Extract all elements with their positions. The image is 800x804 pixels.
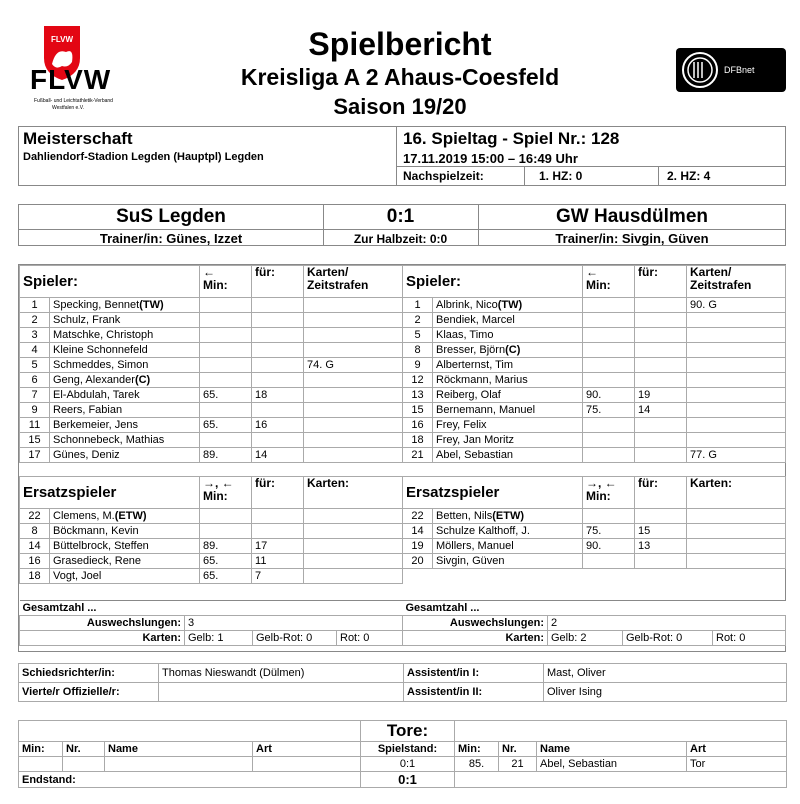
player-row: [20, 373, 403, 388]
sub-minute: 75.: [583, 524, 635, 539]
sub-minute: [583, 298, 635, 313]
sub-for: [252, 509, 304, 524]
sub-for: [635, 448, 687, 463]
away-coach: Trainer/in: Sivgin, Güven: [555, 231, 709, 246]
assistant2-name: Oliver Ising: [547, 686, 603, 698]
player-number: 9: [20, 403, 50, 418]
away-players-table: [402, 265, 786, 463]
sub-for: [252, 524, 304, 539]
sub-minute: [200, 403, 252, 418]
player-row: [403, 388, 786, 403]
player-name: Möllers, Manuel: [436, 540, 514, 552]
assistant1-label: Assistent/in I:: [407, 667, 480, 679]
sub-minute: [583, 433, 635, 448]
goal-scorer-nr: 21: [511, 758, 524, 770]
goal-art-label: Art: [690, 743, 706, 755]
sub-for: [635, 509, 687, 524]
sub-minute: [583, 554, 635, 569]
player-name: Reiberg, Olaf: [436, 389, 501, 401]
players-label: Spieler:: [406, 273, 462, 290]
player-row: [20, 388, 403, 403]
player-number: 5: [403, 328, 433, 343]
datetime: 17.11.2019 15:00 – 16:49 Uhr: [403, 151, 578, 166]
player-number: 6: [20, 373, 50, 388]
player-number: 2: [403, 313, 433, 328]
player-row: [403, 509, 786, 524]
player-row: [20, 539, 403, 554]
player-name: Specking, Bennet: [53, 299, 140, 311]
cards-total-label: Karten:: [505, 632, 544, 644]
card-info: [687, 388, 786, 403]
player-row: [20, 509, 403, 524]
player-number: 18: [403, 433, 433, 448]
sub-minute: [583, 328, 635, 343]
sub-for: [635, 418, 687, 433]
sub-minute: [200, 298, 252, 313]
cards-label: Karten/: [307, 265, 349, 279]
card-info: [687, 554, 786, 569]
sub-for: 14: [252, 448, 304, 463]
player-row: [20, 433, 403, 448]
player-row: [403, 328, 786, 343]
goal-nr-label: Nr.: [66, 743, 81, 755]
card-info: [304, 298, 403, 313]
away-subs-count: 2: [551, 617, 558, 629]
player-name: Betten, Nils: [436, 510, 493, 522]
flvw-sub1: Fußball- und Leichtathletik-Verband: [34, 98, 113, 104]
card-info: 74. G: [304, 358, 403, 373]
home-coach: Trainer/in: Günes, Izzet: [99, 231, 243, 246]
player-row: [20, 358, 403, 373]
sub-for: [635, 343, 687, 358]
player-row: [403, 373, 786, 388]
player-role-tag: (ETW): [114, 510, 147, 522]
sub-minute: [583, 509, 635, 524]
player-row: [403, 524, 786, 539]
sub-minute: 65.: [200, 388, 252, 403]
player-number: 21: [403, 448, 433, 463]
sub-minute: [583, 313, 635, 328]
card-info: [687, 313, 786, 328]
sub-minute: 90.: [583, 539, 635, 554]
subs-count-label: Auswechslungen:: [449, 617, 544, 629]
sub-for: [635, 328, 687, 343]
card-info: [687, 524, 786, 539]
player-number: 18: [20, 569, 50, 584]
card-info: [687, 403, 786, 418]
away-subs-table: [402, 476, 786, 569]
sub-for: [635, 554, 687, 569]
player-row: [403, 403, 786, 418]
card-info: [304, 343, 403, 358]
sub-for: [252, 328, 304, 343]
player-name: Büttelbrock, Steffen: [53, 540, 149, 552]
sub-for: [635, 358, 687, 373]
sub-minute: [583, 418, 635, 433]
player-name: Sivgin, Güven: [436, 555, 505, 567]
arrow-in-out-icon: →, ←: [586, 476, 617, 490]
goal-nr-label: Nr.: [502, 743, 517, 755]
assistant2-label: Assistent/in II:: [407, 686, 483, 698]
min-label: Min:: [203, 489, 228, 503]
card-info: [687, 509, 786, 524]
player-name: Reers, Fabian: [53, 404, 123, 416]
sub-minute: [200, 509, 252, 524]
min-label: Min:: [203, 278, 228, 292]
sub-minute: 65.: [200, 569, 252, 584]
player-row: [403, 343, 786, 358]
player-number: 12: [403, 373, 433, 388]
min-label: Min:: [586, 489, 611, 503]
player-name: Röckmann, Marius: [436, 374, 528, 386]
cards-total-label: Karten:: [142, 632, 181, 644]
home-subs-table: [19, 476, 403, 584]
away-team-name: GW Hausdülmen: [555, 206, 708, 227]
sub-minute: [200, 343, 252, 358]
player-number: 5: [20, 358, 50, 373]
player-row: [20, 343, 403, 358]
goal-art-label: Art: [256, 743, 272, 755]
player-number: 14: [20, 539, 50, 554]
sub-for: [252, 433, 304, 448]
player-number: 19: [403, 539, 433, 554]
arrow-out-icon: ←: [203, 265, 215, 279]
cards-only-label: Karten:: [690, 476, 733, 490]
fourth-official-label: Vierte/r Offizielle/r:: [22, 686, 120, 698]
goal-scorer-name: Abel, Sebastian: [540, 758, 618, 770]
home-red: Rot: 0: [340, 632, 370, 644]
card-info: [304, 403, 403, 418]
player-number: 1: [20, 298, 50, 313]
home-subs-count: 3: [188, 617, 195, 629]
player-number: 1: [403, 298, 433, 313]
sub-minute: 89.: [200, 448, 252, 463]
player-row: [20, 569, 403, 584]
player-number: 15: [20, 433, 50, 448]
player-row: [20, 403, 403, 418]
subs-label: Ersatzspieler: [23, 484, 117, 501]
sub-for: 18: [252, 388, 304, 403]
player-row: [403, 448, 786, 463]
extra-time-label: Nachspielzeit:: [403, 169, 484, 183]
sub-minute: [200, 358, 252, 373]
sub-for: [252, 313, 304, 328]
arrow-out-icon: ←: [586, 265, 598, 279]
sub-for: 14: [635, 403, 687, 418]
player-number: 9: [403, 358, 433, 373]
fuer-label: für:: [638, 476, 659, 490]
flvw-logo-text: FLVW: [30, 64, 112, 95]
sub-for: [252, 298, 304, 313]
sub-for: [635, 298, 687, 313]
goal-name-label: Name: [108, 743, 138, 755]
player-role-tag: (C): [505, 344, 521, 356]
home-team-name: SuS Legden: [116, 206, 226, 227]
sub-minute: 65.: [200, 554, 252, 569]
referee-name: Thomas Nieswandt (Dülmen): [162, 667, 305, 679]
goal-minute: 85.: [468, 758, 485, 770]
player-number: 22: [20, 509, 50, 524]
player-number: 16: [20, 554, 50, 569]
player-row: [20, 448, 403, 463]
sub-minute: [200, 373, 252, 388]
player-row: [403, 298, 786, 313]
sub-minute: [583, 358, 635, 373]
sub-for: [635, 373, 687, 388]
sub-for: 15: [635, 524, 687, 539]
goals-table: [18, 720, 787, 788]
cards-only-label: Karten:: [307, 476, 350, 490]
player-name: Grasedieck, Rene: [53, 555, 142, 567]
card-info: [304, 569, 403, 584]
players-label: Spieler:: [23, 273, 79, 290]
match-info-box: [18, 126, 786, 186]
sub-minute: 65.: [200, 418, 252, 433]
away-yellowred: Gelb-Rot: 0: [626, 632, 683, 644]
second-half-extra: 2. HZ: 4: [667, 169, 711, 183]
flvw-logo: [22, 18, 120, 130]
player-role-tag: (C): [134, 374, 151, 386]
away-totals-table: [402, 600, 786, 646]
sub-minute: 75.: [583, 403, 635, 418]
player-name: Frey, Felix: [436, 419, 487, 431]
goal-score: 0:1: [399, 758, 416, 770]
penalties-label: Zeitstrafen: [690, 278, 752, 292]
player-number: 11: [20, 418, 50, 433]
player-name: Böckmann, Kevin: [53, 525, 139, 537]
sub-for: [252, 403, 304, 418]
player-name: Schmeddes, Simon: [53, 359, 149, 371]
player-name: Vogt, Joel: [53, 570, 102, 582]
sub-minute: [583, 373, 635, 388]
player-row: [403, 433, 786, 448]
sub-for: 13: [635, 539, 687, 554]
card-info: [304, 313, 403, 328]
player-number: 22: [403, 509, 433, 524]
player-number: 8: [403, 343, 433, 358]
sub-for: [635, 313, 687, 328]
player-number: 13: [403, 388, 433, 403]
player-name: Bresser, Björn: [436, 344, 506, 356]
sub-for: 16: [252, 418, 304, 433]
player-number: 3: [20, 328, 50, 343]
card-info: [687, 328, 786, 343]
player-name: Frey, Jan Moritz: [436, 434, 515, 446]
card-info: [304, 524, 403, 539]
card-info: [304, 433, 403, 448]
home-yellowred: Gelb-Rot: 0: [256, 632, 313, 644]
penalties-label: Zeitstrafen: [307, 278, 369, 292]
card-info: [304, 554, 403, 569]
player-number: 14: [403, 524, 433, 539]
player-number: 17: [20, 448, 50, 463]
officials-table: [18, 663, 787, 702]
home-players-table: [19, 265, 403, 463]
assistant1-name: Mast, Oliver: [547, 667, 606, 679]
card-info: [304, 388, 403, 403]
total-label: Gesamtzahl ...: [405, 602, 480, 614]
final-label: Endstand:: [22, 773, 76, 786]
halftime-score: Zur Halbzeit: 0:0: [353, 232, 448, 246]
player-name: Abel, Sebastian: [436, 449, 514, 461]
arrow-in-out-icon: →, ←: [203, 476, 234, 490]
sub-minute: 90.: [583, 388, 635, 403]
dfb-emblem-icon: [676, 48, 720, 92]
player-row: [403, 313, 786, 328]
min-label: Min:: [586, 278, 611, 292]
goal-name-label: Name: [540, 743, 570, 755]
sub-for: [252, 358, 304, 373]
home-totals-table: [19, 600, 403, 646]
player-number: 7: [20, 388, 50, 403]
flvw-sub2: Westfalen e.V.: [52, 105, 84, 111]
card-info: [304, 509, 403, 524]
flvw-shield-text: FLVW: [50, 35, 74, 44]
card-info: [687, 373, 786, 388]
player-row: [20, 418, 403, 433]
goal-score-label: Spielstand:: [377, 743, 438, 755]
player-name: Schulze Kalthoff, J.: [436, 525, 530, 537]
player-number: 16: [403, 418, 433, 433]
player-row: [403, 418, 786, 433]
sub-minute: [200, 433, 252, 448]
dfbnet-text: DFBnet: [724, 65, 755, 75]
player-row: [20, 328, 403, 343]
player-name: El-Abdulah, Tarek: [53, 389, 140, 401]
card-info: [687, 358, 786, 373]
player-row: [20, 313, 403, 328]
fuer-label: für:: [255, 265, 275, 279]
player-number: 20: [403, 554, 433, 569]
sub-minute: [583, 343, 635, 358]
league-name: Kreisliga A 2 Ahaus-Coesfeld: [240, 64, 560, 90]
player-row: [403, 358, 786, 373]
player-name: Alberternst, Tim: [436, 359, 514, 371]
card-info: [687, 418, 786, 433]
card-info: [304, 328, 403, 343]
cards-label: Karten/: [690, 265, 732, 279]
sub-for: [252, 343, 304, 358]
subs-label: Ersatzspieler: [406, 484, 500, 501]
venue: Dahliendorf-Stadion Legden (Hauptpl) Legden: [23, 151, 264, 163]
sub-minute: [583, 448, 635, 463]
referee-label: Schiedsrichter/in:: [22, 667, 115, 679]
goals-label: Tore:: [386, 721, 429, 740]
sub-for: 7: [252, 569, 304, 584]
card-info: 77. G: [687, 448, 786, 463]
card-info: [687, 433, 786, 448]
player-number: 8: [20, 524, 50, 539]
player-row: [403, 554, 786, 569]
player-name: Matschke, Christoph: [53, 329, 154, 341]
sub-for: 19: [635, 388, 687, 403]
competition: Meisterschaft: [23, 129, 133, 148]
card-info: [304, 539, 403, 554]
card-info: 90. G: [687, 298, 786, 313]
goal-type: Tor: [690, 758, 706, 770]
away-red: Rot: 0: [716, 632, 746, 644]
player-name: Schulz, Frank: [53, 314, 121, 326]
sub-for: 11: [252, 554, 304, 569]
player-role-tag: (TW): [139, 299, 164, 311]
sub-minute: [200, 524, 252, 539]
player-number: 2: [20, 313, 50, 328]
card-info: [304, 418, 403, 433]
page-title: Spielbericht: [308, 26, 492, 62]
player-row: [20, 524, 403, 539]
card-info: [687, 539, 786, 554]
card-info: [304, 448, 403, 463]
sub-minute: 89.: [200, 539, 252, 554]
player-row: [20, 554, 403, 569]
player-number: 15: [403, 403, 433, 418]
away-yellow: Gelb: 2: [551, 632, 587, 644]
teams-box: [18, 204, 786, 246]
subs-count-label: Auswechslungen:: [86, 617, 181, 629]
matchday: 16. Spieltag - Spiel Nr.: 128: [403, 129, 620, 148]
player-name: Geng, Alexander: [53, 374, 135, 386]
final-score-header: 0:1: [386, 206, 415, 227]
player-name: Günes, Deniz: [53, 449, 120, 461]
player-row: [403, 539, 786, 554]
sub-minute: [200, 328, 252, 343]
player-name: Schonnebeck, Mathias: [53, 434, 165, 446]
goal-min-label: Min:: [22, 743, 45, 755]
season: Saison 19/20: [333, 94, 467, 119]
sub-for: [635, 433, 687, 448]
player-role-tag: (TW): [497, 299, 523, 311]
sub-for: 17: [252, 539, 304, 554]
goal-row: [19, 757, 787, 772]
fuer-label: für:: [638, 265, 658, 279]
player-name: Klaas, Timo: [436, 329, 494, 341]
player-row: [20, 298, 403, 313]
card-info: [304, 373, 403, 388]
player-name: Albrink, Nico: [436, 299, 498, 311]
player-name: Bernemann, Manuel: [436, 404, 536, 416]
sub-minute: [200, 313, 252, 328]
home-yellow: Gelb: 1: [188, 632, 224, 644]
player-name: Clemens, M.: [53, 510, 115, 522]
first-half-extra: 1. HZ: 0: [539, 169, 583, 183]
dfbnet-logo: [676, 48, 786, 92]
fuer-label: für:: [255, 476, 276, 490]
player-name: Bendiek, Marcel: [436, 314, 515, 326]
total-label: Gesamtzahl ...: [22, 602, 97, 614]
card-info: [687, 343, 786, 358]
player-role-tag: (ETW): [492, 510, 525, 522]
sub-for: [252, 373, 304, 388]
goal-min-label: Min:: [458, 743, 481, 755]
player-name: Kleine Schonnefeld: [53, 344, 148, 356]
final-score: 0:1: [398, 772, 417, 787]
player-name: Berkemeier, Jens: [53, 419, 138, 431]
player-number: 4: [20, 343, 50, 358]
